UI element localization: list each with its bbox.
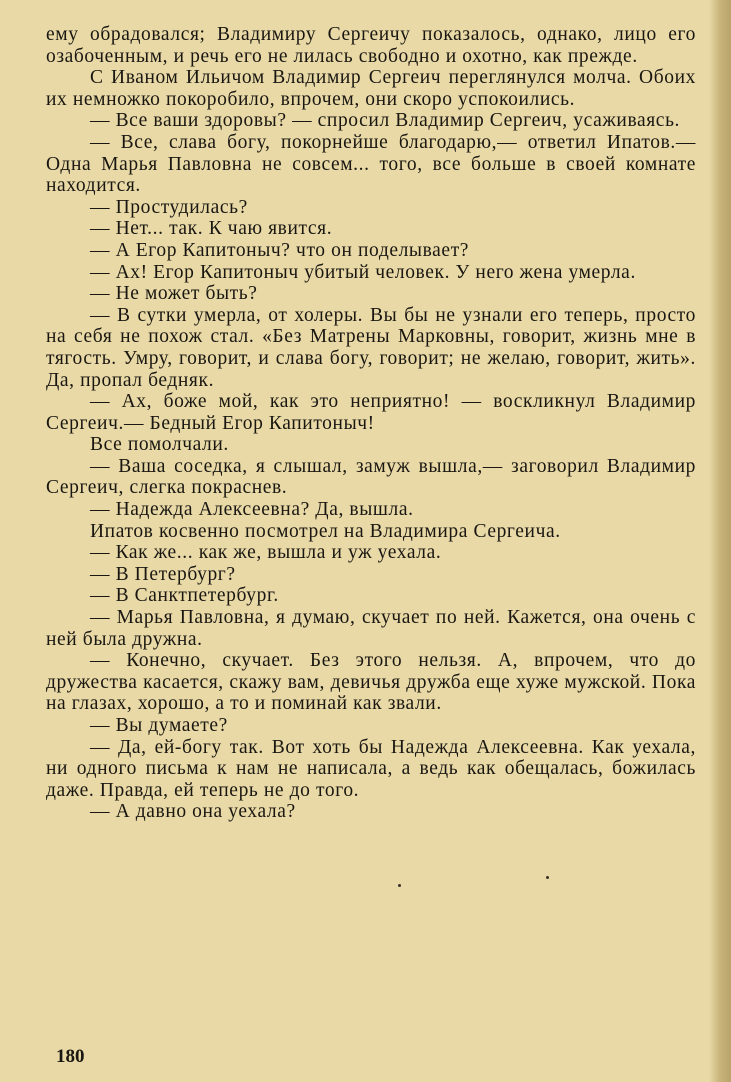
paragraph-1: ему обрадовался; Владимиру Сергеичу показалось, однако, лицо его озабоченным, и речь его не лилась свободно и охотно, как прежде. [46,24,696,67]
paragraph-7: — А Егор Капитоныч? что он поделывает? [90,239,470,261]
paragraph-13: — Ваша соседка, я слышал, замуж вышла,— заговорил Владимир Сергеич, слегка покраснев. [46,455,696,499]
paragraph-23: — А давно она уехала? [90,801,296,823]
paragraph-10: — В сутки умерла, от холеры. Вы бы не узнали его теперь, просто на себя не похож стал. «Без Матрены Марковны, говорит, жизнь мне в тягость. Умру, говорит, и слава богу, говорит; не желаю, говорит, жить». Да, пропал бедняк. [46,304,696,391]
page-edge-shadow [709,0,731,1082]
paragraph-6: — Нет... так. К чаю явится. [90,218,333,240]
paragraph-16: — Как же... как же, вышла и уж уехала. [90,542,442,564]
paragraph-12: Все помолчали. [90,434,229,456]
paragraph-19: — Марья Павловна, я думаю, скучает по ней. Кажется, она очень с ней была дружна. [46,607,696,650]
paragraph-3: — Все ваши здоровы? — спросил Владимир Сергеич, усаживаясь. [90,110,681,132]
paragraph-4: — Все, слава богу, покорнейше благодарю,— ответил Ипатов.— Одна Марья Павловна не совсем... того, все больше в своей комнате находится. [46,131,696,197]
page-number: 180 [56,1046,85,1067]
paragraph-8: — Ах! Егор Капитоныч убитый человек. У него жена умерла. [90,261,636,283]
page-text [46,24,696,823]
paragraph-2: С Иваном Ильичом Владимир Сергеич переглянулся молча. Обоих их немножко покоробило, впрочем, они скоро успокоились. [46,67,696,110]
paragraph-9: — Не может быть? [90,283,258,305]
paragraph-5: — Простудилась? [90,196,248,218]
paper-speck [546,876,549,879]
paragraph-22: — Да, ей-богу так. Вот хоть бы Надежда Алексеевна. Как уехала, ни одного письма к нам не написала, а ведь как обещалась, божилась даже. Правда, ей теперь не до того. [46,736,696,801]
paragraph-21: — Вы думаете? [90,715,228,736]
paragraph-17: — В Петербург? [90,563,236,585]
paragraph-14: — Надежда Алексеевна? Да, вышла. [90,499,414,521]
paper-speck [398,884,401,887]
paragraph-20: — Конечно, скучает. Без этого нельзя. А, впрочем, что до дружества касается, скажу вам, девичья дружба еще хуже мужской. Пока на глазах, хорошо, а то и поминай как звали. [46,650,696,715]
paragraph-15: Ипатов косвенно посмотрел на Владимира Сергеича. [90,520,561,542]
paragraph-11: — Ах, боже мой, как это неприятно! — воскликнул Владимир Сергеич.— Бедный Егор Капитоныч! [46,391,696,434]
paragraph-18: — В Санктпетербург. [90,585,279,607]
